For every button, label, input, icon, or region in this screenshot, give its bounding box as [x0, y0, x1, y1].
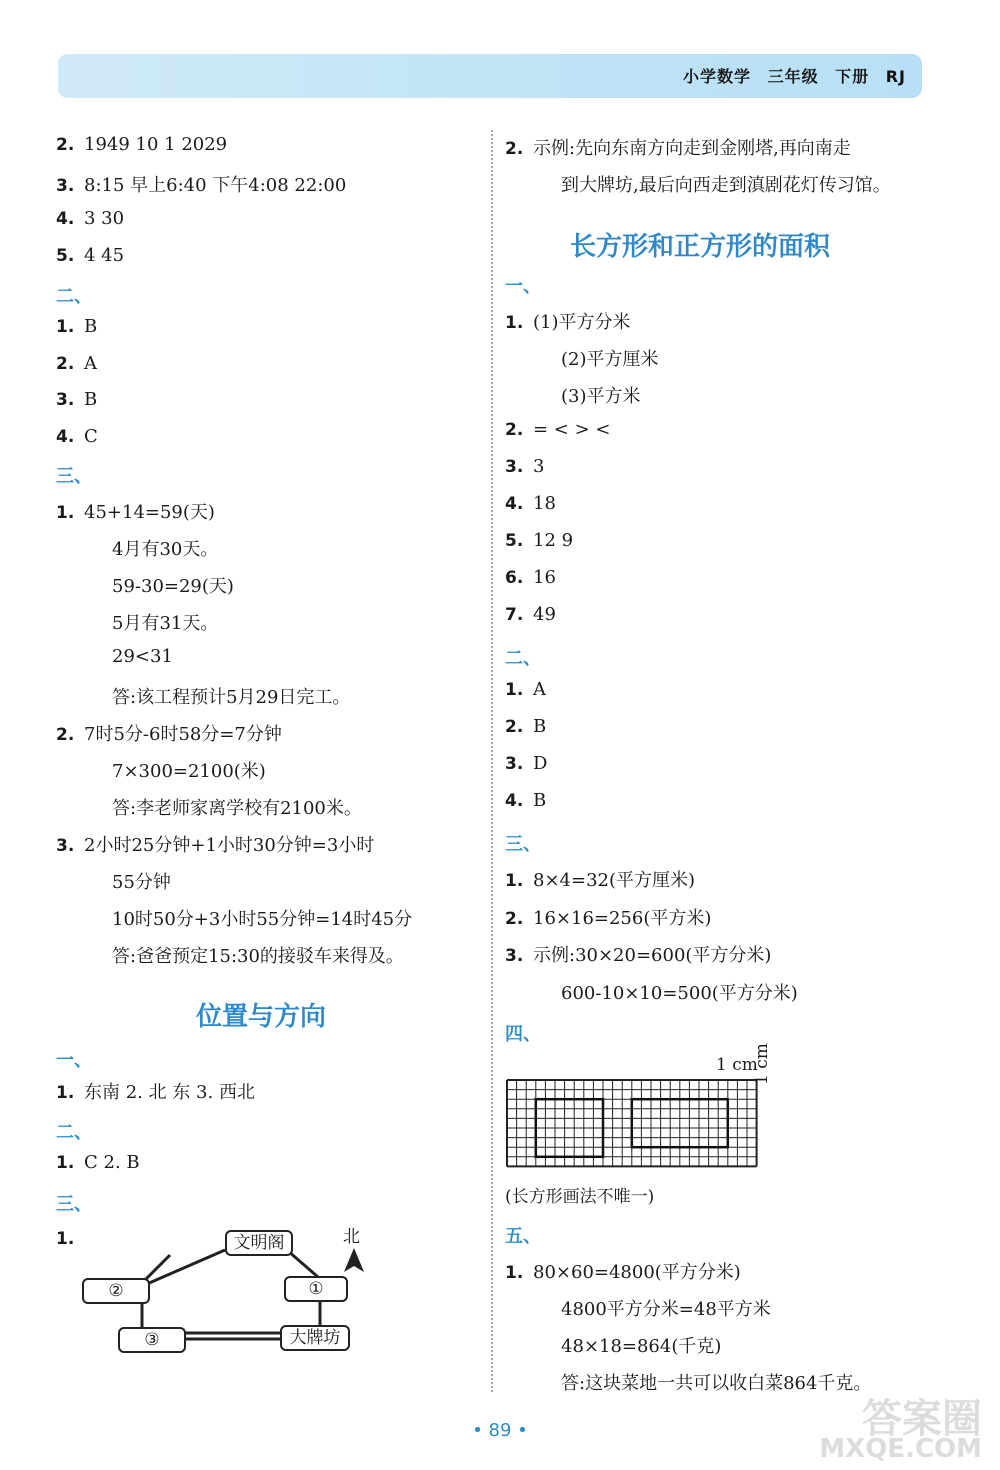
section-heading: 一、 [56, 1050, 92, 1071]
answer-text: 4 45 [84, 245, 125, 266]
answer-line [56, 134, 227, 155]
answer-text: 4800平方分米=48平方米 [561, 1299, 771, 1320]
page-number: • 89 • [472, 1420, 528, 1441]
answer-text: 29<31 [112, 646, 173, 667]
answer-line [56, 1078, 255, 1104]
map-path [140, 1250, 225, 1287]
item-number: 4. [56, 209, 75, 229]
answer-line [56, 498, 215, 524]
answer-text: 8×4=32(平方厘米) [533, 870, 696, 891]
answer-line [56, 389, 97, 410]
answer-text: D [533, 753, 548, 774]
answer-text: A [533, 679, 546, 700]
answer-text: B [533, 790, 547, 811]
answer-text: A [84, 352, 97, 374]
item-number: 5. [505, 531, 524, 551]
column-divider [491, 130, 493, 1392]
section-heading: 四、 [505, 1024, 541, 1045]
answer-text: 答:李老师家离学校有2100米。 [112, 798, 362, 819]
map-node-one: ① [284, 1276, 348, 1302]
section-heading: 二、 [56, 286, 92, 307]
answer-line [84, 905, 412, 931]
answer-text: (3)平方米 [561, 386, 641, 407]
item-number: 1. [56, 503, 75, 523]
answer-line [533, 171, 891, 197]
answer-text: 示例:30×20=600(平方分米) [533, 945, 772, 966]
answer-line [533, 1295, 771, 1321]
answer-line [505, 493, 556, 514]
item-number: 3. [56, 836, 75, 856]
item-number: 1. [505, 1263, 524, 1283]
watermark-line1: 答案圈 [862, 1396, 982, 1442]
answer-line [84, 942, 404, 968]
header-banner [58, 54, 922, 98]
section-heading: 三、 [505, 834, 541, 855]
answer-line [84, 757, 266, 783]
answer-text: 10时50分+3小时55分钟=14时45分 [112, 909, 413, 930]
answer-line [505, 134, 851, 160]
answer-line [56, 1152, 140, 1173]
item-number: 2. [56, 135, 75, 155]
answer-text: 到大牌坊,最后向西走到滇剧花灯传习馆。 [561, 175, 891, 196]
grid-note: (长方形画法不唯一) [505, 1187, 655, 1207]
answer-line [505, 753, 547, 774]
answer-text: 16×16=256(平方米) [533, 907, 712, 929]
answer-line [505, 941, 771, 967]
answer-text: C [84, 425, 98, 447]
header-text: 小学数学 三年级 下册 RJ [683, 67, 906, 86]
answer-line [505, 604, 556, 625]
answer-text: 答:该工程预计5月29日完工。 [112, 687, 351, 708]
answer-line [84, 572, 234, 598]
answer-line [505, 679, 546, 700]
item-number: 5. [56, 246, 75, 266]
section-heading: 三、 [56, 466, 92, 487]
item-number: 1. [505, 313, 524, 333]
answer-text: 示例:先向东南方向走到金刚塔,再向南走 [533, 138, 851, 159]
map-node-two: ② [82, 1278, 150, 1304]
answer-line [56, 208, 124, 229]
answer-text: 答:爸爸预定15:30的接驳车来得及。 [112, 946, 404, 967]
item-number: 1. [56, 1153, 75, 1173]
answer-text: 55分钟 [112, 872, 171, 893]
answer-line [84, 683, 350, 709]
answer-text: 49 [533, 604, 556, 625]
answer-line [533, 382, 641, 408]
map-node-three: ③ [118, 1327, 186, 1353]
answer-line [56, 426, 98, 447]
item-number: 3. [505, 946, 524, 966]
answer-line [505, 567, 556, 588]
answer-text: 600-10×10=500(平方分米) [561, 982, 798, 1004]
section-heading: 一、 [505, 276, 541, 297]
item-number: 2. [56, 353, 75, 374]
answer-line [505, 716, 546, 737]
answer-line [533, 979, 798, 1005]
answer-line [505, 308, 631, 334]
answer-line [56, 720, 282, 746]
item-number: 6. [505, 568, 524, 588]
answer-text: B [84, 389, 98, 410]
answer-text: 东南 2. 北 东 3. 西北 [84, 1082, 255, 1103]
answer-line [84, 646, 173, 667]
map-path [288, 1251, 318, 1277]
answer-text: 45+14=59(天) [84, 502, 215, 523]
item-number: 3. [56, 390, 75, 410]
grid-label-top: 1 cm [716, 1055, 758, 1075]
item-number: 1. [56, 1083, 75, 1103]
answer-line [56, 831, 374, 857]
answer-line [505, 790, 546, 811]
item-number: 2. [505, 717, 524, 737]
item-number: 3. [505, 457, 524, 477]
answer-text: = < > < [533, 419, 611, 440]
answer-line [533, 345, 659, 371]
item-number: 3. [56, 176, 75, 196]
section-heading: 五、 [505, 1226, 541, 1247]
item-number: 4. [505, 494, 524, 514]
section-heading: 二、 [56, 1122, 92, 1143]
answer-line [505, 1258, 741, 1284]
answer-text: 48×18=864(千克) [561, 1336, 722, 1357]
answer-line [84, 794, 362, 820]
answer-line [84, 609, 218, 635]
north-arrow-icon [344, 1248, 364, 1272]
answer-line [505, 530, 573, 551]
answer-text: C 2. B [84, 1152, 140, 1173]
answer-text: 5月有31天。 [112, 613, 219, 634]
item-number: 7. [505, 605, 524, 625]
item-number: 1. [505, 680, 524, 700]
answer-line [505, 419, 611, 440]
chapter-title: 位置与方向 [196, 1002, 327, 1032]
item-number: 2. [56, 725, 75, 745]
map-node-wenming: 文明阁 [225, 1230, 293, 1256]
answer-line [56, 353, 97, 374]
item-number: 1. [56, 1229, 75, 1249]
answer-line [56, 171, 346, 197]
item-number: 3. [505, 754, 524, 774]
watermark [819, 1396, 982, 1464]
answer-text: 1949 10 1 2029 [84, 134, 228, 155]
item-number: 4. [505, 791, 524, 811]
square-grid [505, 1078, 765, 1170]
section-heading: 三、 [56, 1194, 92, 1215]
answer-text: 答:这块菜地一共可以收白菜864千克。 [561, 1373, 872, 1394]
answer-text: 18 [533, 493, 556, 514]
item-number: 2. [505, 908, 524, 929]
item-number: 1. [56, 317, 75, 337]
answer-text: 8:15 早上6:40 下午4:08 22:00 [84, 175, 347, 196]
section-heading: 二、 [505, 648, 541, 669]
answer-line [84, 868, 171, 894]
answer-text: 59-30=29(天) [112, 576, 234, 597]
answer-text: 4月有30天。 [112, 539, 219, 560]
answer-line [505, 456, 544, 477]
item-number: 4. [56, 426, 75, 447]
answer-line [505, 866, 695, 892]
answer-line [56, 245, 124, 266]
item-number: 2. [505, 139, 524, 159]
answer-line [505, 904, 711, 930]
answer-line [533, 1369, 871, 1395]
answer-text: 3 30 [84, 208, 125, 229]
answer-text: (2)平方厘米 [561, 349, 659, 370]
answer-text: 16 [533, 567, 556, 588]
item-number: 2. [505, 420, 524, 440]
answer-text: 12 9 [533, 530, 574, 551]
answer-text: 7×300=2100(米) [112, 761, 266, 782]
answer-text: 3 [533, 456, 545, 477]
answer-text: 7时5分-6时58分=7分钟 [84, 724, 282, 745]
chapter-title: 长方形和正方形的面积 [570, 232, 831, 262]
answer-text: B [533, 716, 547, 737]
answer-text: B [84, 316, 98, 337]
item-number: 1. [505, 871, 524, 891]
answer-line [84, 535, 218, 561]
answer-text: 80×60=4800(平方分米) [533, 1262, 741, 1283]
watermark-line2: MXQE.COM [819, 1434, 982, 1464]
north-label: 北 [343, 1227, 360, 1247]
map-node-dapai: 大牌坊 [280, 1325, 350, 1351]
answer-text: 2小时25分钟+1小时30分钟=3小时 [84, 835, 375, 856]
answer-line [56, 316, 97, 337]
answer-line [533, 1332, 721, 1358]
answer-text: (1)平方分米 [533, 312, 631, 333]
grid-label-side: 1 cm [752, 1043, 772, 1085]
